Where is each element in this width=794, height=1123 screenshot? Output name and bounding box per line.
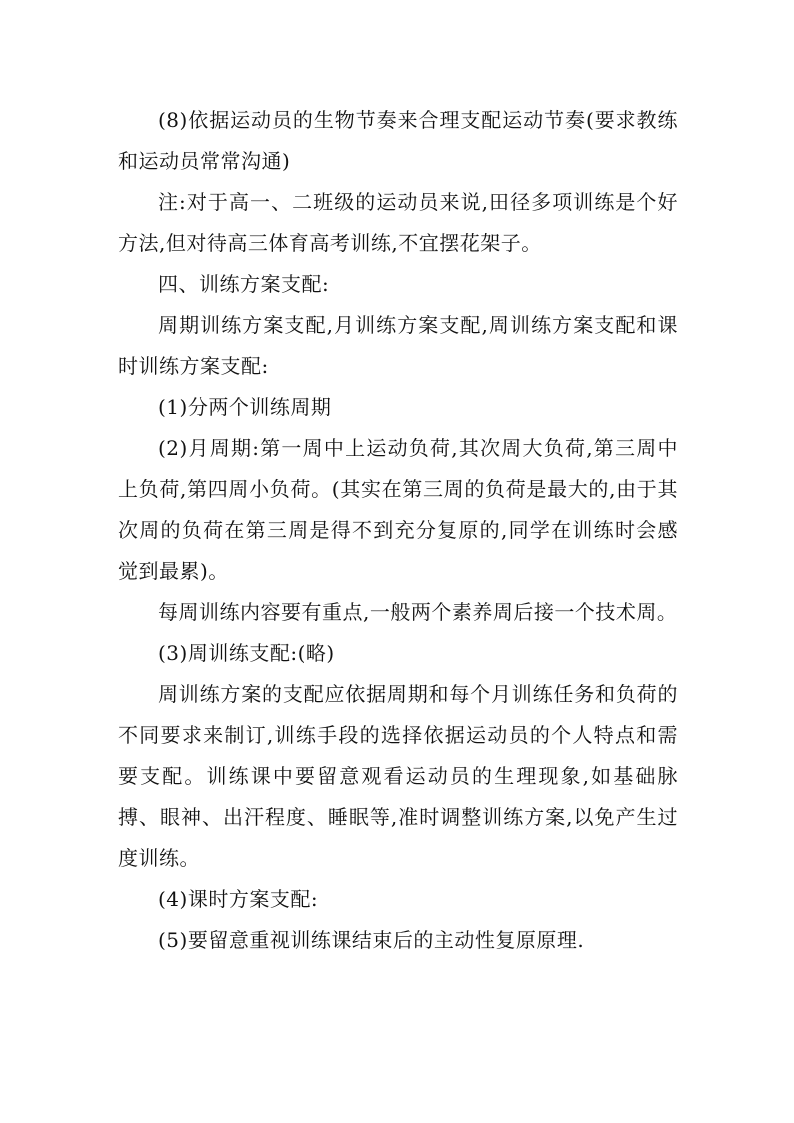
paragraph-item-8: (8)依据运动员的生物节奏来合理支配运动节奏(要求教练和运动员常常沟通): [118, 108, 678, 173]
paragraph-plan-overview: 周期训练方案支配,月训练方案支配,周训练方案支配和课时训练方案支配:: [118, 313, 678, 378]
paragraph-item-2: (2)月周期:第一周中上运动负荷,其次周大负荷,第三周中上负荷,第四周小负荷。(其实在第三周的负荷是最大的,由于其次周的负荷在第三周是得不到充分复原的,同学在训练时会感觉到最累)。: [118, 436, 678, 583]
document-body: [118, 100, 678, 961]
paragraph-weekly-plan-detail: 周训练方案的支配应依据周期和每个月训练任务和负荷的不同要求来制订,训练手段的选择依据运动员的个人特点和需要支配。训练课中要留意观看运动员的生理现象,如基础脉搏、眼神、出汗程度、睡眠等,准时调整训练方案,以免产生过度训练。: [118, 682, 678, 870]
paragraph-note: 注:对于高一、二班级的运动员来说,田径多项训练是个好方法,但对待高三体育高考训练,不宜摆花架子。: [118, 190, 678, 255]
section-heading-training-plan: 四、训练方案支配:: [158, 272, 330, 296]
paragraph-item-1: (1)分两个训练周期: [158, 395, 332, 419]
paragraph-weekly-focus: 每周训练内容要有重点,一般两个素养周后接一个技术周。: [158, 600, 678, 624]
paragraph-item-5: (5)要留意重视训练课结束后的主动性复原原理.: [158, 928, 585, 952]
paragraph-item-3: (3)周训练支配:(略): [158, 641, 335, 665]
paragraph-item-4: (4)课时方案支配:: [158, 887, 319, 911]
